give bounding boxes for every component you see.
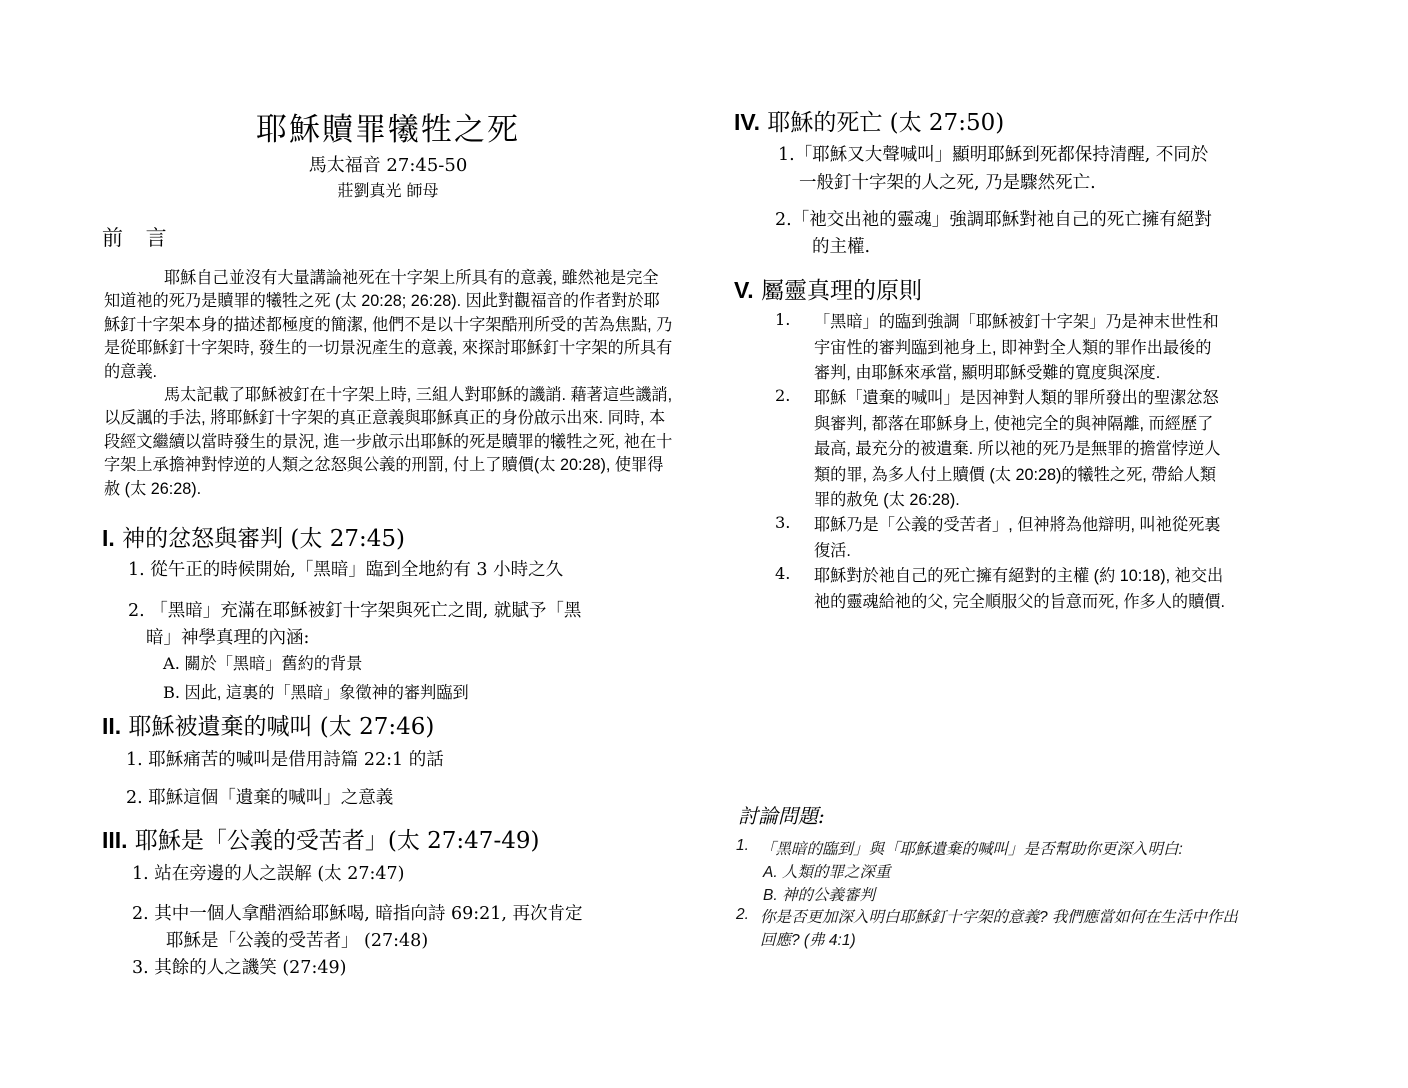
item-letter: B. [763,887,778,904]
item-text: 最高, 最充分的被遺棄. 所以祂的死乃是無罪的擔當悖逆人 [814,440,1221,458]
item-text: 耶穌對於祂自己的死亡擁有絕對的主權 (約 10:18), 祂交出 [814,567,1224,585]
item-text: 站在旁邊的人之誤解 (太 27:47) [154,864,405,884]
item-number: 2. [132,904,149,924]
item-number: 2. [775,386,791,405]
preface-paragraph: 馬太記載了耶穌被釘在十字架上時, 三組人對耶穌的譏誚. 藉著這些譏誚, 以反諷的手法, 將耶穌釘十字架的真正意義與耶穌真正的身份啟示出來. 同時, 本段經文繼續以當時發生的景況, 進一步啟示出耶穌的死是贖罪的犧牲之死, 祂在十字架上承擔神對悖逆的人類之忿怒與公義的刑罰, 付上了贖價(太 20:28), 使罪得赦 (太 26:28). [104,386,673,498]
list-item [814,310,1219,387]
question-sub-item [763,860,890,882]
item-number: 1. [132,864,149,884]
section-numeral: I. [102,525,115,551]
item-letter: A. [163,654,180,673]
section-heading-5 [734,272,922,305]
item-continuation: 一般釘十字架的人之死, 乃是驟然死亡. [799,173,1096,193]
item-number: 2. [128,601,145,621]
section-numeral: II. [102,713,122,739]
list-item [778,141,1208,166]
item-number: 1. [128,560,145,580]
item-text: 與審判, 都落在耶穌身上, 使祂完全的與神隔離, 而經歷了 [814,414,1214,433]
preface-paragraph: 耶穌自己並沒有大量講論祂死在十字架上所具有的意義, 雖然祂是完全知道祂的死乃是贖罪的犧牲之死 (太 20:28; 26:28). 因此對觀福音的作者對於耶穌釘十字架本身的描述都極度的簡潔, 他們不是以十字架酷刑所受的苦為焦點, 乃是從耶穌釘十字架時, 發生的一切景況產生的意義, 來探討耶穌釘十字架的所具有的意義. [104,269,673,381]
list-item [128,597,581,622]
sub-item [163,679,469,703]
section-heading-3 [102,822,539,855]
section-heading-2 [102,708,434,741]
item-text: 類的罪, 為多人付上贖價 (太 20:28)的犧牲之死, 帶給人類 [814,465,1217,484]
list-item [126,746,444,771]
list-item [814,513,1221,564]
question-text [760,906,1238,952]
section-title: 屬靈真理的原則 [760,278,922,304]
item-text: 「黑暗」充滿在耶穌被釘十字架與死亡之間, 就賦予「黑 [150,601,582,621]
item-text: 審判, 由耶穌來承當, 顯明耶穌受難的寬度與深度. [814,364,1161,382]
item-text: 復活. [814,541,851,560]
section-title: 神的忿怒與審判 (太 27:45) [122,526,405,552]
item-text: 從午正的時候開始,「黑暗」臨到全地約有 3 小時之久 [150,560,564,580]
item-number: 3. [775,513,791,532]
section-heading-1 [102,520,405,553]
item-text: 回應? (弗 4:1) [760,932,856,949]
question-number: 2. [736,906,749,923]
author-name: 莊劉真光 師母 [337,181,439,200]
question-text: 「黑暗的臨到」與「耶穌遺棄的喊叫」是否幫助你更深入明白: [760,841,1183,858]
section-numeral: IV. [734,109,761,135]
item-text: 「耶穌又大聲喊叫」顯明耶穌到死都保持清醒, 不同於 [794,145,1209,165]
section-heading-4 [734,104,1004,137]
item-text: 耶穌痛苦的喊叫是借用詩篇 22:1 的話 [148,750,444,770]
item-text: 耶穌乃是「公義的受苦者」, 但神將為他辯明, 叫祂從死裏 [814,516,1221,534]
item-text: 關於「黑暗」舊約的背景 [184,655,363,673]
document-title: 耶穌贖罪犧牲之死 [256,112,520,148]
item-text: 你是否更加深入明白耶穌釘十字架的意義? 我們應當如何在生活中作出 [760,909,1238,926]
section-numeral: V. [734,277,754,303]
item-text: 因此, 這裏的「黑暗」象徵神的審判臨到 [184,684,469,702]
item-letter: B. [163,683,181,702]
item-letter: A. [763,864,778,881]
item-text: 其餘的人之譏笑 (27:49) [154,958,347,978]
item-text: 其中一個人拿醋酒給耶穌喝, 暗指向詩 69:21, 再次肯定 [154,904,583,924]
list-item [132,860,405,885]
item-text: 「黑暗」的臨到強調「耶穌被釘十字架」乃是神末世性和 [814,313,1219,331]
item-number: 3. [132,958,149,978]
list-item [126,784,393,809]
item-text: 罪的赦免 (太 26:28). [814,491,960,509]
item-text: 人類的罪之深重 [781,864,891,881]
list-item [814,564,1225,615]
item-text: 耶穌這個「遺棄的喊叫」之意義 [148,788,394,808]
list-item [132,900,583,925]
question-sub-item [763,883,875,905]
item-text: 神的公義審判 [781,887,875,904]
item-number: 4. [775,564,791,583]
sub-item [163,650,362,674]
item-text: 「祂交出祂的靈魂」強調耶穌對祂自己的死亡擁有絕對 [791,210,1212,230]
item-number: 2. [126,788,143,808]
list-item [775,206,1212,231]
item-text: 宇宙性的審判臨到祂身上, 即神對全人類的罪作出最後的 [814,338,1212,357]
item-continuation: 耶穌是「公義的受苦者」 (27:48) [166,931,429,951]
item-continuation: 暗」神學真理的內涵: [146,628,310,648]
item-number: 1. [778,145,795,165]
item-text: 耶穌「遺棄的喊叫」是因神對人類的罪所發出的聖潔忿怒 [814,389,1219,407]
scripture-reference: 馬太福音 27:45-50 [308,155,468,176]
list-item [132,954,346,979]
section-title: 耶穌的死亡 (太 27:50) [767,110,1005,136]
discussion-heading: 討論問題: [738,804,825,828]
question-number: 1. [736,837,749,854]
item-number: 2. [775,210,792,230]
section-title: 耶穌是「公義的受苦者」(太 27:47-49) [134,828,540,854]
item-number: 1. [775,310,791,329]
section-numeral: III. [102,827,128,853]
section-title: 耶穌被遺棄的喊叫 (太 27:46) [128,714,435,740]
preface-body [104,267,674,501]
list-item [814,386,1221,514]
item-continuation: 的主權. [812,237,871,257]
item-number: 1. [126,750,143,770]
list-item [128,556,563,581]
preface-heading: 前 言 [102,226,175,250]
item-text: 祂的靈魂給祂的父, 完全順服父的旨意而死, 作多人的贖價. [814,592,1225,611]
